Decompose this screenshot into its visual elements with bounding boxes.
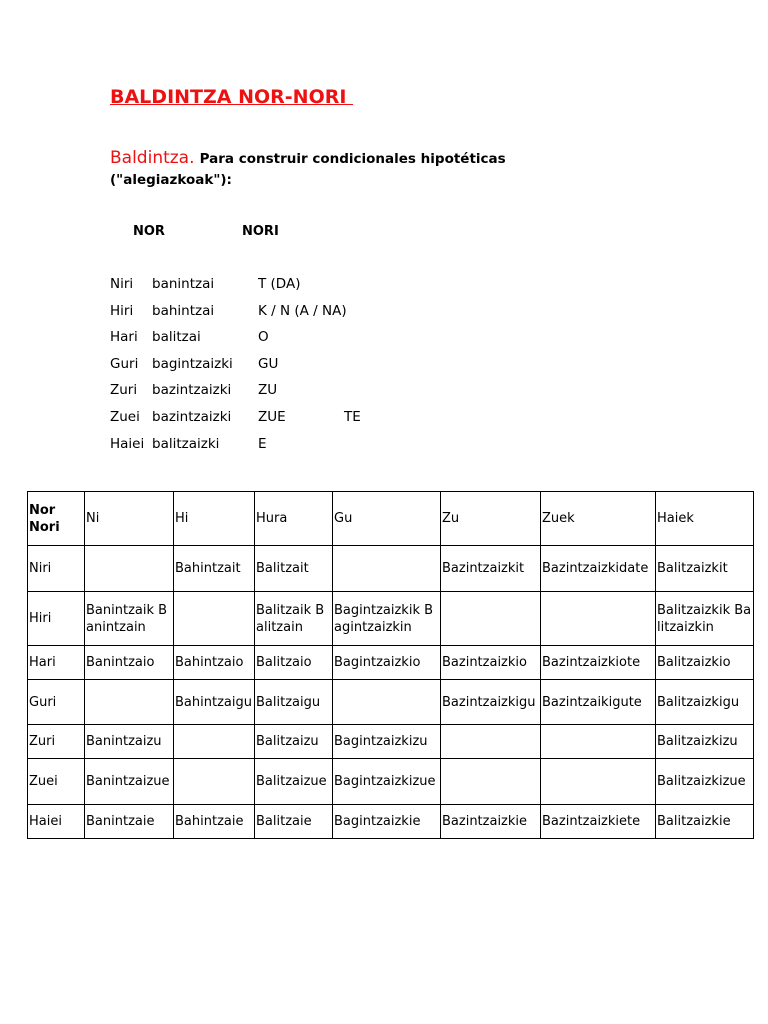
- table-cell: [174, 759, 255, 805]
- table-cell: Bagintzaizkie: [333, 805, 441, 839]
- table-cell: [541, 592, 656, 646]
- pair-form: balitzaizki: [152, 435, 220, 452]
- conjugation-table: [27, 491, 754, 839]
- table-row: [28, 759, 754, 805]
- table-cell: Bazintzaizkie: [441, 805, 541, 839]
- table-corner-cell: [28, 492, 85, 546]
- table-cell: Balitzaizu: [255, 725, 333, 759]
- table-cell: Balitzaizkizu: [656, 725, 754, 759]
- table-cell: Balitzaizkizue: [656, 759, 754, 805]
- pair-mark: O: [258, 329, 269, 346]
- table-cell: Bahintzaio: [174, 646, 255, 680]
- table-cell: Bazintzaizkit: [441, 546, 541, 592]
- table-cell: Bagintzaizkizue: [333, 759, 441, 805]
- pair-mark: T (DA): [258, 276, 301, 292]
- table-cell: Balitzaizkigu: [656, 680, 754, 725]
- pair-pronoun: Hari: [110, 329, 138, 346]
- table-cell: Bazintzaizkidate: [541, 546, 656, 592]
- table-cell: Balitzaizkie: [656, 805, 754, 839]
- table-cell: [85, 680, 174, 725]
- pair-pronoun: Niri: [110, 276, 134, 292]
- table-cell: Balitzaizkik Balitzaizkin: [656, 592, 754, 646]
- pair-mark: ZUE: [258, 408, 286, 425]
- table-cell: Bagintzaizkik Bagintzaizkin: [333, 592, 441, 646]
- nor-heading: NOR: [133, 224, 165, 239]
- pair-mark: E: [258, 435, 267, 452]
- table-cell: Bahintzaigu: [174, 680, 255, 725]
- nori-heading: NORI: [242, 224, 279, 239]
- pair-form: bagintzaizki: [152, 355, 233, 372]
- intro-description: Para construir condicionales hipotéticas ("alegiazkoak"):: [110, 151, 506, 188]
- table-cell: [541, 725, 656, 759]
- row-header: Hari: [28, 646, 85, 680]
- corner-nori: Nori: [29, 519, 60, 535]
- table-cell: [333, 680, 441, 725]
- pair-pronoun: Guri: [110, 355, 139, 372]
- table-cell: Balitzaizkit: [656, 546, 754, 592]
- column-header: Hura: [255, 492, 333, 546]
- pair-mark: ZU: [258, 382, 278, 399]
- table-cell: Bazintzaizkiote: [541, 646, 656, 680]
- table-cell: [541, 759, 656, 805]
- column-header: Ni: [85, 492, 174, 546]
- intro-lead: Baldintza.: [110, 148, 195, 168]
- pair-form: bazintzaizki: [152, 382, 232, 399]
- table-row: [28, 646, 754, 680]
- pair-mark: K / N (A / NA): [258, 302, 347, 319]
- table-cell: Balitzaizue: [255, 759, 333, 805]
- table-cell: Bagintzaizkizu: [333, 725, 441, 759]
- table-cell: Bahintzait: [174, 546, 255, 592]
- column-header: Gu: [333, 492, 441, 546]
- table-cell: [441, 592, 541, 646]
- table-cell: Bazintzaikigute: [541, 680, 656, 725]
- table-cell: Balitzaik Balitzain: [255, 592, 333, 646]
- column-header: Hi: [174, 492, 255, 546]
- intro-paragraph: [110, 148, 570, 190]
- pair-form: bahintzai: [152, 302, 215, 319]
- table-row: [28, 592, 754, 646]
- table-cell: Banintzaizu: [85, 725, 174, 759]
- table-cell: [174, 725, 255, 759]
- table-cell: Bagintzaizkio: [333, 646, 441, 680]
- pair-pronoun: Zuri: [110, 382, 138, 399]
- pair-pronoun: Hiri: [110, 302, 134, 319]
- table-cell: Bahintzaie: [174, 805, 255, 839]
- page-title: BALDINTZA NOR-NORI: [110, 86, 354, 108]
- pair-form: bazintzaizki: [152, 408, 232, 425]
- table-cell: Banintzaio: [85, 646, 174, 680]
- table-cell: Banintzaik Banintzain: [85, 592, 174, 646]
- table-row: [28, 546, 754, 592]
- table-cell: Balitzaie: [255, 805, 333, 839]
- table-cell: Bazintzaizkiete: [541, 805, 656, 839]
- table-cell: Balitzaigu: [255, 680, 333, 725]
- table-cell: [441, 725, 541, 759]
- table-cell: Bazintzaizkigu: [441, 680, 541, 725]
- pair-extra: TE: [344, 408, 361, 425]
- table-row: [28, 725, 754, 759]
- table-cell: [174, 592, 255, 646]
- pair-mark: GU: [258, 355, 279, 372]
- table-cell: Banintzaie: [85, 805, 174, 839]
- table-cell: Balitzait: [255, 546, 333, 592]
- table-cell: Balitzaio: [255, 646, 333, 680]
- pair-form: balitzai: [152, 329, 201, 346]
- table-cell: [85, 546, 174, 592]
- row-header: Niri: [28, 546, 85, 592]
- table-cell: [441, 759, 541, 805]
- table-row: [28, 805, 754, 839]
- pair-pronoun: Haiei: [110, 435, 145, 452]
- table-cell: Balitzaizkio: [656, 646, 754, 680]
- row-header: Guri: [28, 680, 85, 725]
- row-header: Zuei: [28, 759, 85, 805]
- table-cell: Bazintzaizkio: [441, 646, 541, 680]
- column-header: Zuek: [541, 492, 656, 546]
- row-header: Zuri: [28, 725, 85, 759]
- corner-nor: Nor: [29, 502, 56, 518]
- pair-form: banintzai: [152, 276, 215, 292]
- row-header: Haiei: [28, 805, 85, 839]
- table-row: [28, 680, 754, 725]
- table-cell: Banintzaizue: [85, 759, 174, 805]
- column-header: Haiek: [656, 492, 754, 546]
- table-header-row: [28, 492, 754, 546]
- pair-pronoun: Zuei: [110, 408, 140, 425]
- table-cell: [333, 546, 441, 592]
- column-header: Zu: [441, 492, 541, 546]
- row-header: Hiri: [28, 592, 85, 646]
